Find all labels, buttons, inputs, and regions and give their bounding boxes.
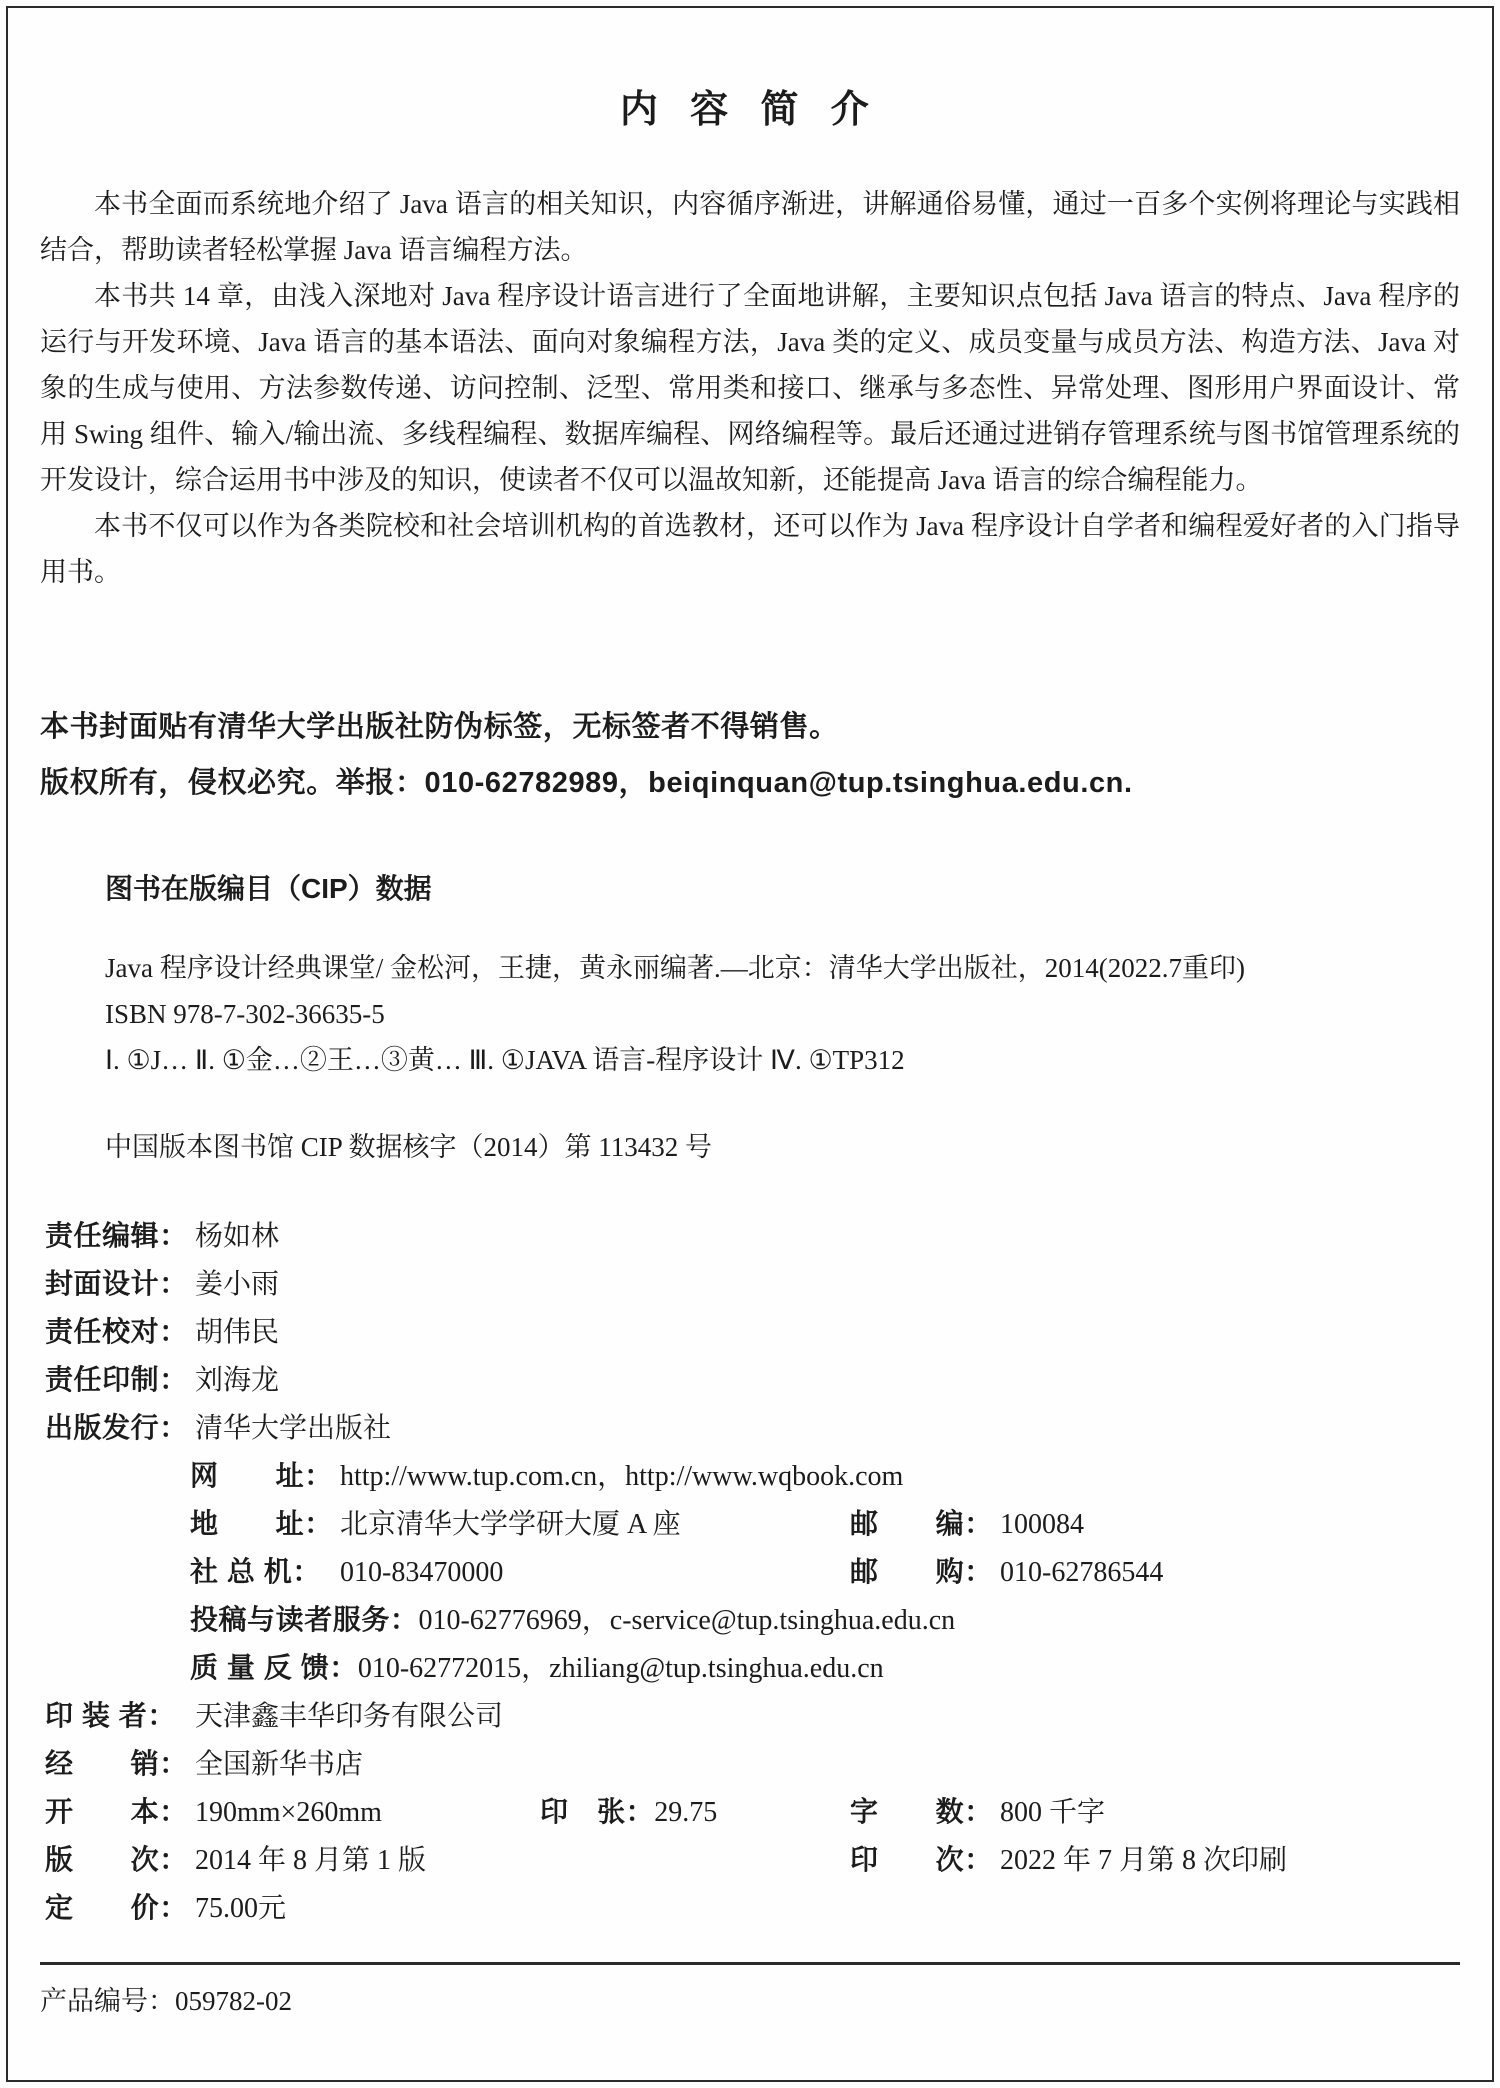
sheets-label: 印 张：	[540, 1796, 655, 1827]
quality-feedback-row	[190, 1644, 1460, 1692]
notice-line-sticker: 本书封面贴有清华大学出版社防伪标签，无标签者不得销售。	[40, 711, 839, 743]
address-value: 北京清华大学学研大厦 A 座	[340, 1509, 681, 1540]
price-label: 定 价：	[45, 1892, 188, 1923]
edition-value: 2014 年 8 月第 1 版	[195, 1845, 427, 1876]
credit-label: 责任印制：	[45, 1364, 188, 1395]
cip-title-line: Java 程序设计经典课堂/ 金松河，王捷，黄永丽编著.—北京：清华大学出版社，2014(2022.7重印)	[105, 953, 1245, 983]
mail-order-cell	[850, 1548, 1163, 1597]
switchboard-row	[190, 1548, 1460, 1596]
format-label: 开 本：	[45, 1796, 188, 1827]
impression-cell	[850, 1836, 1287, 1885]
word-count-label: 字 数：	[850, 1796, 993, 1827]
postcode-label: 邮 编：	[850, 1508, 993, 1539]
credit-row-proofreader	[45, 1308, 1460, 1356]
quality-feedback-label: 质 量 反 馈：	[190, 1652, 358, 1683]
reader-service-value: 010-62776969，c-service@tup.tsinghua.edu.cn	[418, 1605, 956, 1636]
mail-order-label: 邮 购：	[850, 1556, 993, 1587]
credit-row-editor	[45, 1212, 1460, 1260]
cip-classification-line: Ⅰ. ①J… Ⅱ. ①金…②王…③黄… Ⅲ. ①JAVA 语言-程序设计 Ⅳ. ①TP312	[105, 1045, 905, 1075]
product-number-value: 059782-02	[175, 1986, 292, 2016]
distributor-value: 全国新华书店	[195, 1749, 364, 1780]
impression-label: 印 次：	[850, 1844, 993, 1875]
credit-row-print-supervisor	[45, 1356, 1460, 1404]
printer-row	[45, 1692, 1460, 1740]
word-count-cell	[850, 1788, 1105, 1837]
credit-label: 责任校对：	[45, 1316, 188, 1347]
credit-label: 封面设计：	[45, 1268, 188, 1299]
credit-value: 刘海龙	[195, 1365, 280, 1396]
publisher-label: 出版发行：	[45, 1412, 188, 1443]
product-number-row	[40, 1979, 1460, 2023]
cip-isbn-line: ISBN 978-7-302-36635-5	[105, 999, 385, 1029]
address-label: 地 址：	[190, 1508, 333, 1539]
staff-credits-section	[40, 1212, 1460, 1404]
printer-label: 印 装 者：	[45, 1700, 176, 1731]
notice-line-copyright: 版权所有，侵权必究。举报：010-62782989，beiqinquan@tup.tsinghua.edu.cn.	[40, 767, 1133, 799]
edition-label: 版 次：	[45, 1844, 188, 1875]
intro-section	[40, 181, 1460, 595]
mail-order-value: 010-62786544	[1000, 1557, 1164, 1588]
postcode-cell	[850, 1500, 1084, 1549]
anti-piracy-notice	[40, 699, 1460, 811]
credit-value: 杨如林	[195, 1221, 280, 1252]
price-row	[45, 1884, 1460, 1932]
credit-value: 姜小雨	[195, 1269, 280, 1300]
intro-paragraph-2: 本书共 14 章，由浅入深地对 Java 程序设计语言进行了全面地讲解，主要知识点包括 Java 语言的特点、Java 程序的运行与开发环境、Java 语言的基本语法、面向对象编程方法，Java 类的定义、成员变量与成员方法、构造方法、Java 对象的生成与使用、方法参数传递、访问控制、泛型、常用类和接口、继承与多态性、异常处理、图形用户界面设计、常用 Swing 组件、输入/输出流、多线程编程、数据库编程、网络编程等。最后还通过进销存管理系统与图书馆管理系统的开发设计，综合运用书中涉及的知识，使读者不仅可以温故知新，还能提高 Java 语言的综合编程能力。	[40, 281, 1460, 495]
cip-section	[40, 867, 1460, 1164]
publisher-name: 清华大学出版社	[195, 1413, 392, 1444]
credit-value: 胡伟民	[195, 1317, 280, 1348]
website-label: 网 址：	[190, 1460, 333, 1491]
distributor-row	[45, 1740, 1460, 1788]
page-title: 内 容 简 介	[619, 89, 881, 131]
publisher-row	[45, 1404, 1460, 1452]
cip-heading: 图书在版编目（CIP）数据	[105, 873, 432, 904]
sheets-value: 29.75	[654, 1797, 718, 1828]
printer-value: 天津鑫丰华印务有限公司	[195, 1701, 504, 1732]
impression-value: 2022 年 7 月第 8 次印刷	[1000, 1845, 1288, 1876]
website-row	[190, 1452, 1460, 1500]
format-value: 190mm×260mm	[195, 1797, 382, 1828]
credit-label: 责任编辑：	[45, 1220, 188, 1251]
intro-paragraph-3: 本书不仅可以作为各类院校和社会培训机构的首选教材，还可以作为 Java 程序设计自学者和编程爱好者的入门指导用书。	[40, 511, 1460, 587]
credit-row-cover-design	[45, 1260, 1460, 1308]
price-value: 75.00元	[195, 1893, 287, 1924]
format-row	[45, 1788, 1460, 1836]
reader-service-row	[190, 1596, 1460, 1644]
switchboard-label: 社 总 机：	[190, 1556, 321, 1587]
postcode-value: 100084	[1000, 1509, 1084, 1540]
sheets-cell	[540, 1788, 717, 1837]
switchboard-value: 010-83470000	[340, 1557, 504, 1588]
intro-paragraph-1: 本书全面而系统地介绍了 Java 语言的相关知识，内容循序渐进，讲解通俗易懂，通过一百多个实例将理论与实践相结合，帮助读者轻松掌握 Java 语言编程方法。	[40, 189, 1460, 265]
cip-data-block	[105, 945, 1460, 1083]
divider	[40, 1962, 1460, 1965]
cip-registry-line: 中国版本图书馆 CIP 数据核字（2014）第 113432 号	[105, 1132, 713, 1162]
publishing-section	[40, 1404, 1460, 1932]
reader-service-label: 投稿与读者服务：	[190, 1604, 419, 1635]
quality-feedback-value: 010-62772015，zhiliang@tup.tsinghua.edu.cn	[357, 1653, 884, 1684]
website-urls: http://www.tup.com.cn，http://www.wqbook.com	[340, 1461, 904, 1492]
distributor-label: 经 销：	[45, 1748, 188, 1779]
address-row	[190, 1500, 1460, 1548]
word-count-value: 800 千字	[1000, 1797, 1106, 1828]
edition-row	[45, 1836, 1460, 1884]
product-number-label: 产品编号：	[40, 1986, 175, 2016]
